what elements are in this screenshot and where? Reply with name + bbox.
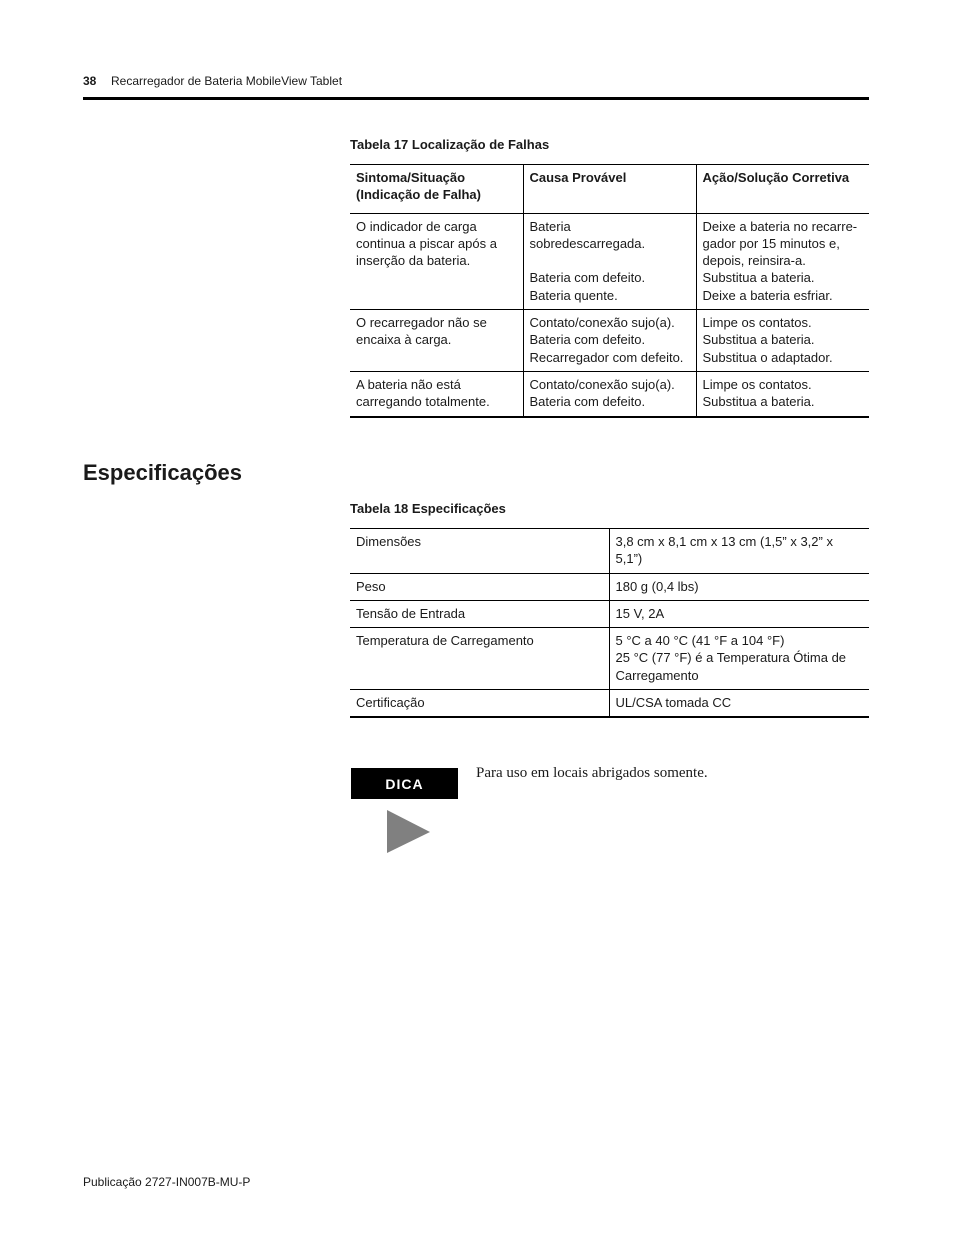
spec-value: 15 V, 2A bbox=[609, 600, 869, 627]
table-cell: Limpe os contatos. Substitua a bateria. bbox=[696, 371, 869, 416]
spec-label: Dimensões bbox=[350, 529, 609, 574]
table-row bbox=[350, 371, 869, 416]
spec-value: 3,8 cm x 8,1 cm x 13 cm (1,5” x 3,2” x 5,1”) bbox=[609, 529, 869, 574]
spec-value: 5 °C a 40 °C (41 °F a 104 °F) 25 °C (77 °F) é a Temperatura Ótima de Carregamento bbox=[609, 628, 869, 690]
spec-value: 180 g (0,4 lbs) bbox=[609, 573, 869, 600]
spec-value: UL/CSA tomada CC bbox=[609, 690, 869, 718]
play-arrow-icon bbox=[387, 810, 431, 854]
publication-footer: Publicação 2727-IN007B-MU-P bbox=[83, 1175, 251, 1189]
table-cell: O indicador de carga continua a piscar após a inserção da bateria. bbox=[350, 213, 523, 309]
tip-badge: DICA bbox=[351, 768, 458, 799]
column-header-action: Ação/Solução Corretiva bbox=[696, 165, 869, 214]
spec-label: Certificação bbox=[350, 690, 609, 718]
spec-label: Peso bbox=[350, 573, 609, 600]
table18-caption: Tabela 18 Especificações bbox=[350, 501, 506, 516]
table-row bbox=[350, 310, 869, 372]
table-cell: Limpe os contatos. Substitua a bateria. Substitua o adaptador. bbox=[696, 310, 869, 372]
troubleshooting-table bbox=[350, 164, 869, 418]
spec-label: Tensão de Entrada bbox=[350, 600, 609, 627]
table-cell: Bateria sobredescarregada. Bateria com defeito. Bateria quente. bbox=[523, 213, 696, 309]
table-cell: A bateria não está carregando totalmente. bbox=[350, 371, 523, 416]
table-cell: O recarregador não se encaixa à carga. bbox=[350, 310, 523, 372]
table-row bbox=[350, 690, 869, 718]
table-cell: Contato/conexão sujo(a). Bateria com defeito. bbox=[523, 371, 696, 416]
specifications-table bbox=[350, 528, 869, 718]
table-row bbox=[350, 213, 869, 309]
table-row bbox=[350, 529, 869, 574]
table17-caption: Tabela 17 Localização de Falhas bbox=[350, 137, 550, 152]
tip-text: Para uso em locais abrigados somente. bbox=[476, 765, 708, 781]
section-title: Especificações bbox=[83, 460, 242, 485]
table-row bbox=[350, 628, 869, 690]
page-number: 38 bbox=[83, 74, 97, 88]
spec-label: Temperatura de Carregamento bbox=[350, 628, 609, 690]
table-row bbox=[350, 600, 869, 627]
table-cell: Deixe a bateria no recarre- gador por 15 minutos e, depois, reinsira-a. Substitua a bateria. Deixe a bateria esfriar. bbox=[696, 213, 869, 309]
column-header-cause: Causa Provável bbox=[523, 165, 696, 214]
running-header-title: Recarregador de Bateria MobileView Tablet bbox=[111, 74, 343, 88]
table-cell: Contato/conexão sujo(a). Bateria com defeito. Recarregador com defeito. bbox=[523, 310, 696, 372]
table-header-row bbox=[350, 165, 869, 214]
header-rule bbox=[83, 97, 869, 100]
column-header-symptom: Sintoma/Situação (Indicação de Falha) bbox=[350, 165, 523, 214]
table-row bbox=[350, 573, 869, 600]
